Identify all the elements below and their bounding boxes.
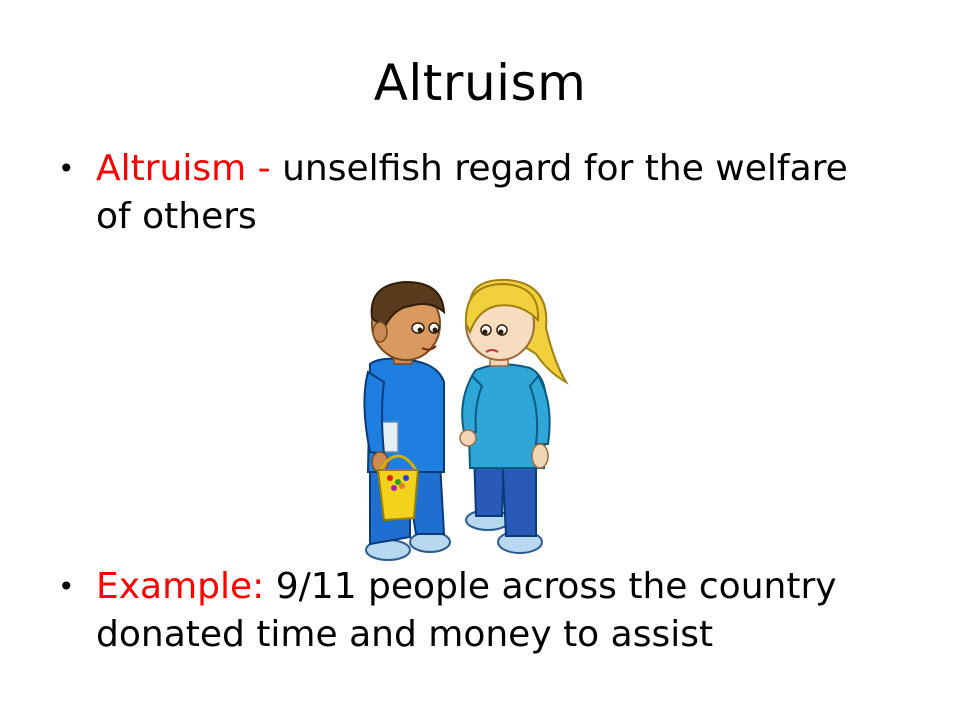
bullet-text — [96, 145, 886, 241]
bullet-body: 9/11 people across the country donated time and money to assist — [96, 566, 837, 655]
slide-title: Altruism — [373, 54, 587, 112]
bullet-term: Example: — [96, 566, 265, 607]
bullet-text — [96, 563, 886, 659]
bullet-dot-icon: • — [58, 152, 75, 185]
bullet-example — [58, 563, 918, 713]
bullet-term: Altruism - — [96, 148, 283, 189]
bullet-dot-icon: • — [58, 570, 75, 603]
boy-figure — [364, 282, 450, 560]
bullet-definition — [58, 145, 918, 245]
bullet-body: unselfish regard for the welfare of others — [96, 148, 848, 237]
children-illustration — [340, 272, 580, 564]
girl-figure — [460, 280, 566, 553]
